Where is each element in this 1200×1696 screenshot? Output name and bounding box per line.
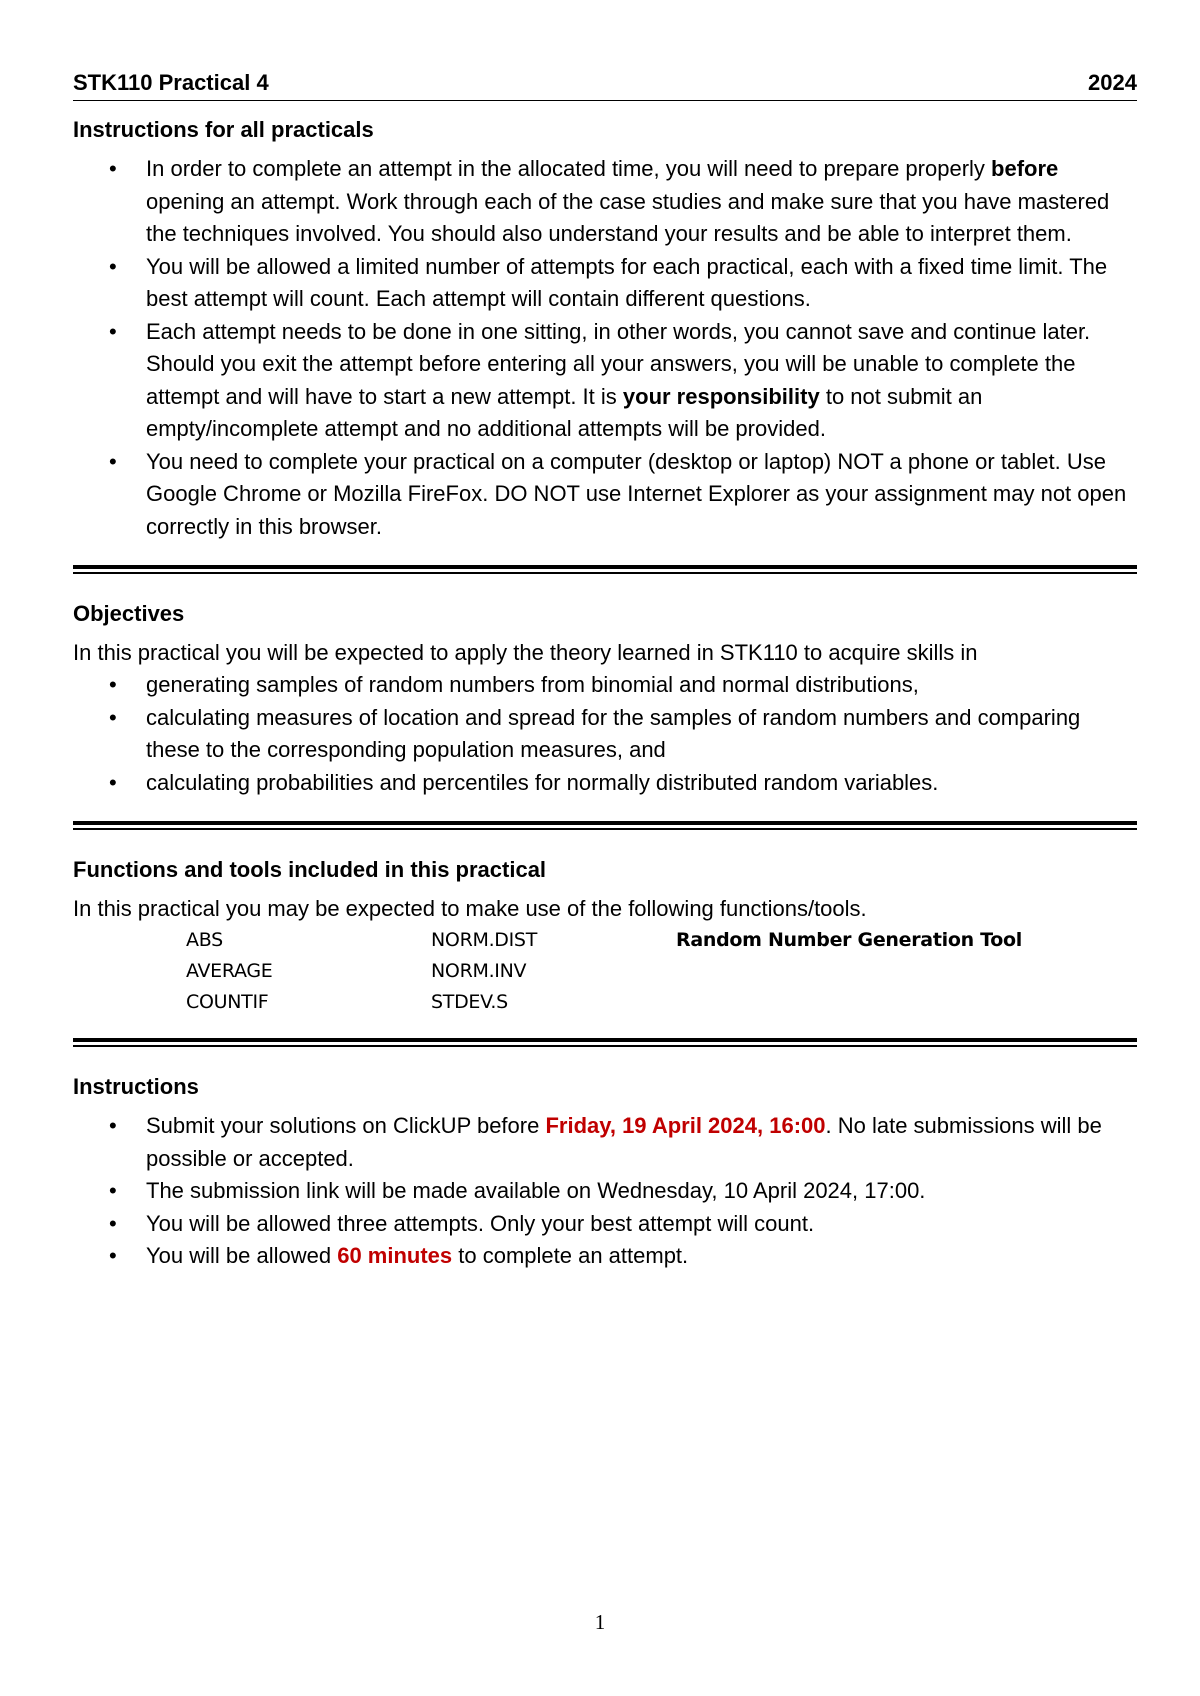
document-title: STK110 Practical 4 — [73, 70, 269, 95]
function-name: NORM.INV — [431, 960, 527, 982]
document-year: 2024 — [1088, 70, 1137, 95]
function-name: COUNTIF — [186, 991, 269, 1013]
list-item: • You will be allowed a limited number of attempts for each practical, each with a fixed time limit. The best attempt will count. Each attempt will contain different questions. — [73, 251, 1137, 316]
list-item: • Submit your solutions on ClickUP before Friday, 19 April 2024, 16:00. No late submissions will be possible or accepted. — [73, 1110, 1137, 1175]
functions-intro: In this practical you may be expected to make use of the following functions/tools. — [73, 896, 867, 921]
functions-heading: Functions and tools included in this practical — [73, 857, 547, 882]
objectives-list — [73, 669, 1137, 799]
list-item: • generating samples of random numbers from binomial and normal distributions, — [73, 669, 1137, 702]
function-name: NORM.DIST — [431, 929, 538, 951]
page-number: 1 — [594, 1610, 606, 1634]
objectives-heading: Objectives — [73, 601, 185, 626]
general-instructions-heading: Instructions for all practicals — [73, 117, 374, 142]
time-limit: 60 minutes — [337, 1243, 453, 1268]
instructions-list — [73, 1110, 1137, 1273]
list-item: • You will be allowed 60 minutes to complete an attempt. — [73, 1240, 1137, 1273]
document-page — [73, 70, 1137, 1273]
list-item: • You will be allowed three attempts. Only your best attempt will count. — [73, 1208, 1137, 1241]
section-divider — [73, 821, 1137, 830]
instructions-heading: Instructions — [73, 1074, 199, 1099]
tool-name: Random Number Generation Tool — [676, 929, 1022, 951]
section-divider — [73, 1038, 1137, 1047]
deadline: Friday, 19 April 2024, 16:00 — [545, 1113, 826, 1138]
list-item: • calculating measures of location and spread for the samples of random numbers and comparing these to the corresponding population measures, and — [73, 702, 1137, 767]
functions-table — [186, 925, 1137, 1018]
page-header — [73, 70, 1137, 101]
list-item: • You need to complete your practical on a computer (desktop or laptop) NOT a phone or tablet. Use Google Chrome or Mozilla FireFox. DO NOT use Internet Explorer as your assignment may not open correctly in this browser. — [73, 446, 1137, 544]
function-name: STDEV.S — [431, 991, 508, 1013]
general-instructions-list — [73, 153, 1137, 543]
list-item: • calculating probabilities and percentiles for normally distributed random variables. — [73, 767, 1137, 800]
list-item: • Each attempt needs to be done in one sitting, in other words, you cannot save and continue later. Should you exit the attempt before entering all your answers, you will be unable to complete the attempt and will have to start a new attempt. It is your responsibility to not submit an empty/incomplete attempt and no additional attempts will be provided. — [73, 316, 1137, 446]
list-item: • The submission link will be made available on Wednesday, 10 April 2024, 17:00. — [73, 1175, 1137, 1208]
function-name: AVERAGE — [186, 960, 273, 982]
section-divider — [73, 565, 1137, 574]
list-item: • In order to complete an attempt in the allocated time, you will need to prepare properly before opening an attempt. Work through each of the case studies and make sure that you have mastered the techniques involved. You should also understand your results and be able to interpret them. — [73, 153, 1137, 251]
objectives-intro: In this practical you will be expected to apply the theory learned in STK110 to acquire skills in — [73, 640, 978, 665]
function-name: ABS — [186, 929, 223, 951]
